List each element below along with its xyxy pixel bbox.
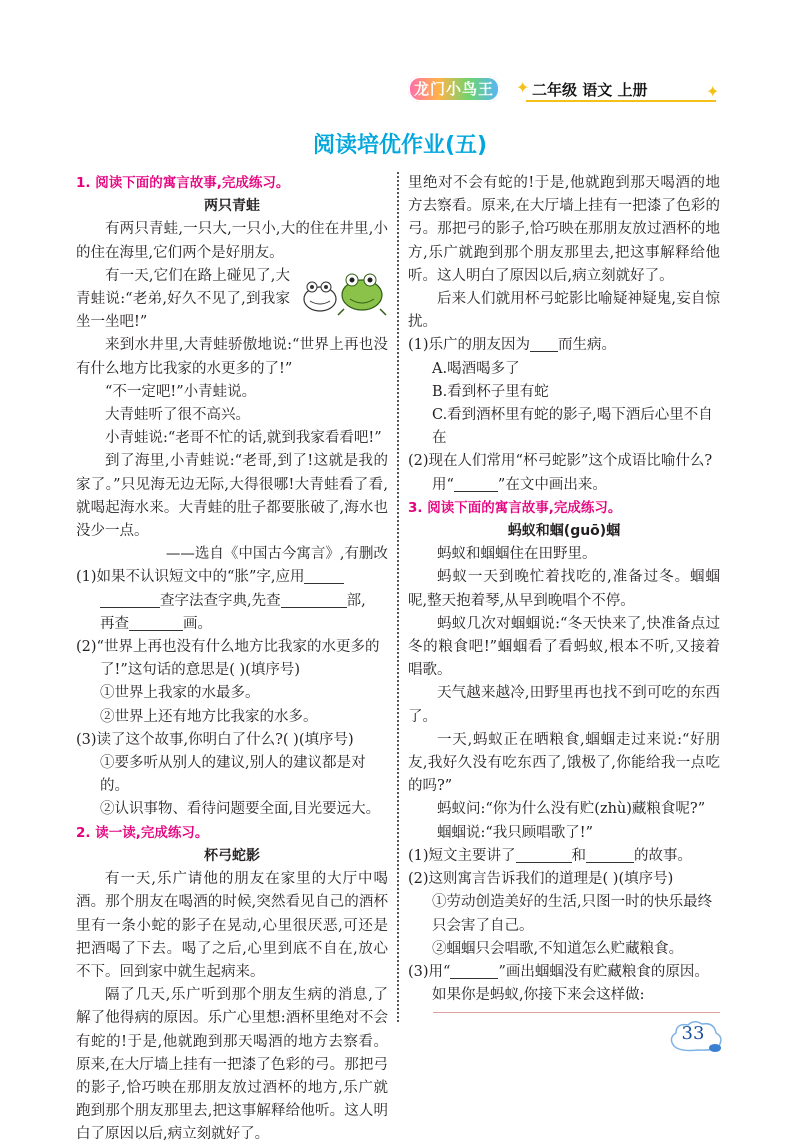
paragraph: 蝈蝈说:“我只顾唱歌了!” bbox=[437, 824, 594, 841]
question-text: (1)如果不认识短文中的“胀”字,应用 bbox=[76, 569, 305, 586]
grade-subject-label: 二年级 语文 上册 bbox=[532, 81, 648, 99]
page-number-badge bbox=[668, 1020, 726, 1054]
page-number: 33 bbox=[681, 1023, 705, 1044]
left-column bbox=[76, 172, 388, 1143]
question-1-2: (2)“世界上再也没有什么地方比我家的水更多的了!”这句话的意思是( )(填序号) bbox=[76, 639, 380, 679]
question-text: 和 bbox=[571, 847, 587, 864]
option: ②蝈蝈只会唱歌,不知道怎么贮藏粮食。 bbox=[432, 940, 684, 957]
paragraph: 天气越来越冷,田野里再也找不到可吃的东西了。 bbox=[408, 685, 720, 725]
frogs-illustration bbox=[296, 267, 388, 317]
answer-blank[interactable] bbox=[100, 591, 160, 608]
header-underline bbox=[526, 100, 716, 102]
question-3-3 bbox=[408, 961, 720, 1007]
answer-blank[interactable] bbox=[129, 614, 183, 631]
paragraph: 蚂蚁一天到晚忙着找吃的,准备过冬。蝈蝈呢,整天抱着琴,从早到晚唱个不停。 bbox=[408, 569, 720, 609]
brand-logo: 龙门小鸟王 bbox=[408, 76, 500, 102]
question-text: 画。 bbox=[183, 615, 212, 632]
question-text: (3)用“ bbox=[408, 963, 451, 980]
paragraph: 大青蛙听了很不高兴。 bbox=[105, 407, 250, 424]
option: C.看到酒杯里有蛇的影子,喝下酒后心里不自在 bbox=[432, 407, 713, 447]
question-text: 再查 bbox=[100, 615, 129, 632]
paragraph: 有一天,乐广请他的朋友在家里的大厅中喝酒。那个朋友在喝酒的时候,突然看见自己的酒杯里有一条小蛇的影子在晃动,心里很厌恶,可还是把酒喝了下去。喝了之后,心里到底不自在,放心不下。回到家中就生起病来。 bbox=[76, 871, 388, 980]
question-1-3: (3)读了这个故事,你明白了什么?( )(填序号) bbox=[76, 731, 354, 748]
option: ②认识事物、看待问题要全面,目光要远大。 bbox=[100, 801, 381, 818]
paragraph: 来到水井里,大青蛙骄傲地说:“世界上再也没有什么地方比我家的水更多的了!” bbox=[76, 337, 388, 377]
option: ①要多听从别人的建议,别人的建议都是对的。 bbox=[100, 755, 366, 795]
story-source: ——选自《中国古今寓言》,有删改 bbox=[165, 546, 388, 563]
answer-blank[interactable] bbox=[304, 567, 344, 584]
paragraph: 一天,蚂蚁正在晒粮食,蝈蝈走过来说:“好朋友,我好久没有吃东西了,饿极了,你能给我一点吃的吗?” bbox=[408, 731, 720, 795]
answer-blank[interactable] bbox=[281, 591, 347, 608]
option: ①世界上我家的水最多。 bbox=[100, 685, 260, 702]
question-2-2 bbox=[408, 450, 720, 496]
star-icon: ✦ bbox=[706, 82, 720, 101]
paragraph: 后来人们就用杯弓蛇影比喻疑神疑鬼,妄自惊扰。 bbox=[408, 291, 720, 331]
section-2-heading: 2. 读一读,完成练习。 bbox=[76, 824, 209, 841]
paragraph: 小青蛙说:“老哥不忙的话,就到我家看看吧!” bbox=[105, 430, 382, 447]
page-header bbox=[408, 76, 738, 110]
answer-blank[interactable] bbox=[586, 846, 634, 863]
paragraph: 蚂蚁和蝈蝈住在田野里。 bbox=[437, 546, 597, 563]
answer-blank[interactable] bbox=[454, 475, 498, 492]
option: ②世界上还有地方比我家的水多。 bbox=[100, 708, 318, 725]
paragraph: 蚂蚁几次对蝈蝈说:“冬天快来了,快准备点过冬的粮食吧!”蝈蝈看了看蚂蚁,根本不听,又接着唱歌。 bbox=[408, 615, 720, 679]
question-text: 的故事。 bbox=[634, 847, 693, 864]
paragraph: 隔了几天,乐广听到那个朋友生病的消息,了解了他得病的原因。乐广心里想:酒杯里绝对不会有蛇的!于是,他就跑到那天喝酒的地方去察看。原来,在大厅墙上挂有一把漆了色彩的弓。那把弓的影子,恰巧映在那朋友放过酒杯的地方,乐广就跑到那个朋友那里去,把这事解释给他听。这人明白了原因以后,病立刻就好了。 bbox=[76, 987, 388, 1143]
option: ①劳动创造美好的生活,只图一时的快乐最终只会害了自己。 bbox=[432, 894, 713, 934]
story-title-ant-and-cricket: 蚂蚁和蝈(guō)蝈 bbox=[507, 523, 621, 540]
option: A.喝酒喝多了 bbox=[432, 360, 520, 377]
option: B.看到杯子里有蛇 bbox=[432, 383, 549, 400]
column-divider bbox=[397, 172, 399, 1022]
question-text: ”画出蝈蝈没有贮藏粮食的原因。如果你是蚂蚁,你接下来会这样做: bbox=[432, 963, 709, 1004]
answer-writing-line[interactable] bbox=[433, 1012, 720, 1013]
question-3-2: (2)这则寓言告诉我们的道理是( )(填序号) bbox=[408, 871, 674, 888]
story-title-frogs: 两只青蛙 bbox=[204, 198, 260, 215]
question-text: 而生病。 bbox=[558, 337, 617, 354]
paragraph: 到了海里,小青蛙说:“老哥,到了!这就是我的家了。”只见海无边无际,大得很哪!大青蛙看了看,就喝起海水来。大青蛙的肚子都要胀破了,海水也没少一点。 bbox=[76, 453, 388, 540]
question-text: (2)现在人们常用“杯弓蛇影”这个成语比喻什么?用“ bbox=[408, 453, 713, 493]
answer-blank[interactable] bbox=[530, 335, 558, 352]
answer-blank[interactable] bbox=[450, 962, 498, 979]
story-title-bei-gong-she-ying: 杯弓蛇影 bbox=[204, 847, 260, 864]
question-3-1 bbox=[408, 845, 720, 868]
question-text: (1)短文主要讲了 bbox=[408, 847, 516, 864]
page-title: 阅读培优作业(五) bbox=[312, 133, 488, 158]
paragraph-continued: 里绝对不会有蛇的!于是,他就跑到那天喝酒的地方去察看。原来,在大厅墙上挂有一把漆了色彩的弓。那把弓的影子,恰巧映在那朋友放过酒杯的地方,乐广就跑到那个朋友那里去,把这事解释给他听。这人明白了原因以后,病立刻就好了。 bbox=[408, 175, 720, 284]
paragraph: 有一天,它们在路上碰见了,大青蛙说:“老弟,好久不见了,到我家坐一坐吧!” bbox=[76, 267, 290, 331]
section-1-heading: 1. 阅读下面的寓言故事,完成练习。 bbox=[76, 175, 290, 191]
answer-blank[interactable] bbox=[516, 846, 572, 863]
paragraph: “不一定吧!”小青蛙说。 bbox=[105, 383, 257, 400]
section-3-heading: 3. 阅读下面的寓言故事,完成练习。 bbox=[408, 499, 622, 516]
star-icon: ✦ bbox=[516, 78, 530, 97]
question-1-1 bbox=[76, 566, 388, 636]
paragraph: 蚂蚁问:“你为什么没有贮(zhù)藏粮食呢?” bbox=[437, 801, 706, 818]
question-text: ”在文中画出来。 bbox=[497, 476, 607, 493]
question-2-1 bbox=[408, 334, 720, 357]
question-text: 部, bbox=[346, 592, 366, 609]
question-text: (1)乐广的朋友因为 bbox=[408, 337, 531, 354]
right-column bbox=[408, 172, 720, 1007]
question-text: 查字法查字典,先查 bbox=[160, 592, 281, 609]
paragraph: 有两只青蛙,一只大,一只小,大的住在井里,小的住在海里,它们两个是好朋友。 bbox=[76, 221, 388, 261]
